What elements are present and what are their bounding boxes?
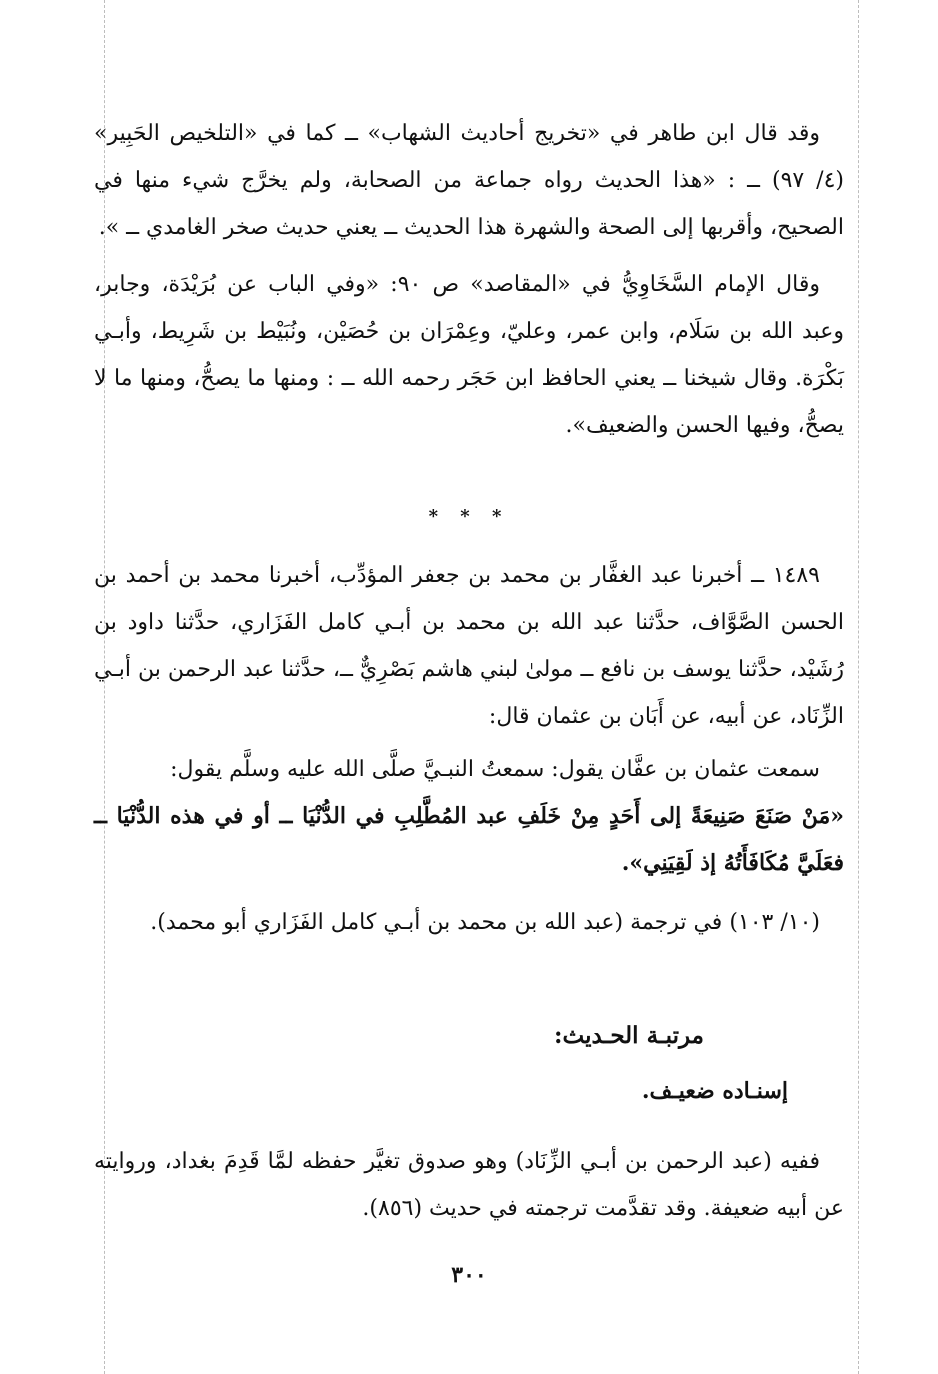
narrator-note-block: [94, 1138, 844, 1232]
hadith-chain-paragraph: ١٤٨٩ ــ أخبرنا عبد الغفَّار بن محمد بن جعفر المؤدِّب، أخبرنا محمد بن أحمد بن الحسن الصَّوَّاف، حدَّثنا عبد الله بن محمد بن أبـي كامل الفَزَاري، حدَّثنا داود بن رُشَيْد، حدَّثنا يوسف بن نافع ــ مولىٰ لبني هاشم بَصْرِيٌّ ــ، حدَّثنا عبد الرحمن بن أبـي الزِّنَاد، عن أبيه، عن أَبَان بن عثمان قال:: [94, 563, 844, 729]
right-margin-guide: [858, 0, 859, 1374]
commentary-paragraph-2: وقال الإمام السَّخَاوِيُّ في «المقاصد» ص ٩٠: «وفي الباب عن بُرَيْدَة، وجابر، وعبد الله بن سَلَام، وابن عمر، وعليّ، وعِمْرَان بن حُصَيْن، ونُبَيْط بن شَرِيط، وأبـي بَكْرَة. وقال شيخنا ــ يعني الحافظ ابن حَجَر رحمه الله ــ : ومنها ما يصحُّ، ومنها ما لا يصحُّ، وفيها الحسن والضعيف».: [94, 272, 844, 438]
hadith-rank-heading: مرتبـة الحـديث:: [554, 1022, 704, 1049]
hadith-text: «مَنْ صَنَعَ صَنِيعَةً إلى أَحَدٍ مِنْ خَلَفِ عبد المُطَّلِبِ في الدُّنْيَا ــ أو في هذه الدُّنْيَا ــ فعَلَيَّ مُكَافَأَتُهُ إذ لَقِيَنِي».: [94, 803, 844, 876]
hadith-block: [94, 552, 844, 946]
commentary-block: [94, 110, 844, 449]
hadith-intro-line: سمعت عثمان بن عفَّان يقول: سمعتُ النبـيَّ صلَّى الله عليه وسلَّم يقول:: [170, 757, 820, 782]
commentary-paragraph-1: وقد قال ابن طاهر في «تخريج أحاديث الشهاب» ــ كما في «التلخيص الحَبِير» (٤/ ٩٧) ــ : «هذا الحديث رواه جماعة من الصحابة، ولم يخرَّج شيء منها في الصحيح، وأقربها إلى الصحة والشهرة هذا الحديث ــ يعني حديث صخر الغامدي ــ ».: [94, 121, 845, 240]
section-separator: * * *: [428, 506, 510, 527]
page-number: ٣٠٠: [451, 1262, 487, 1288]
narrator-note-paragraph: ففيه (عبد الرحمن بن أبـي الزِّنَاد) وهو صدوق تغيَّر حفظه لمَّا قَدِمَ بغداد، وروايته عن أبيه ضعيفة. وقد تقدَّمت ترجمته في حديث (٨٥٦).: [94, 1149, 844, 1221]
isnad-verdict: إسنـاده ضعيـف.: [641, 1078, 788, 1104]
source-reference: (١٠/ ١٠٣) في ترجمة (عبد الله بن محمد بن أبـي كامل الفَزَاري أبو محمد).: [150, 910, 820, 935]
